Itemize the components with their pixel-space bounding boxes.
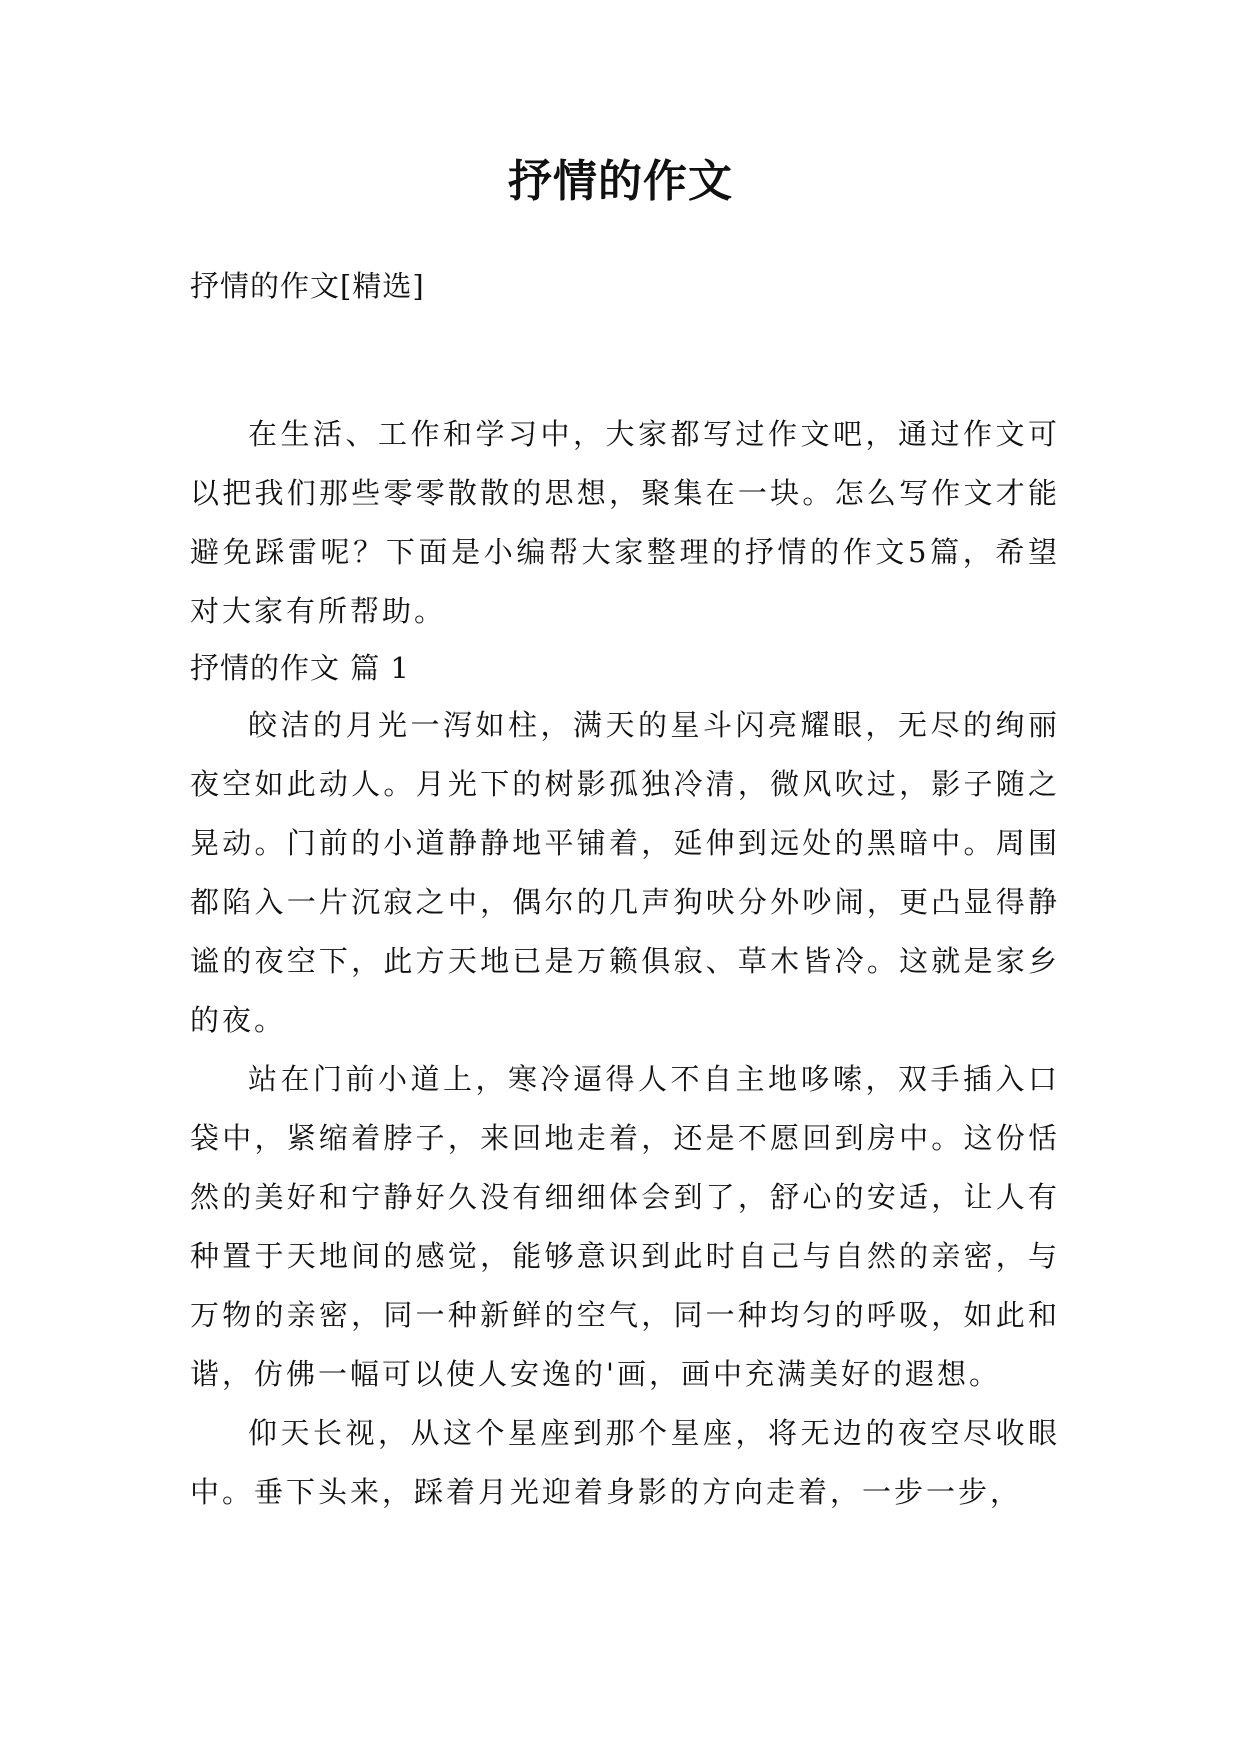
section-heading: 抒情的作文 篇 1: [190, 651, 410, 685]
body-paragraph-3: 仰天长视，从这个星座到那个星座，将无边的夜空尽收眼中。垂下头来，踩着月光迎着身影的方向走着，一步一步，: [190, 1416, 1060, 1509]
document-subtitle: 抒情的作文[精选]: [190, 269, 425, 303]
document-body: [190, 405, 1060, 1522]
document-title: 抒情的作文: [508, 156, 733, 207]
body-paragraph-2: 站在门前小道上，寒冷逼得人不自主地哆嗦，双手插入口袋中，紧缩着脖子，来回地走着，还是不愿回到房中。这份恬然的美好和宁静好久没有细细体会到了，舒心的安适，让人有种置于天地间的感觉，能够意识到此时自己与自然的亲密，与万物的亲密，同一种新鲜的空气，同一种均匀的呼吸，如此和谐，仿佛一幅可以使人安逸的'画，画中充满美好的遐想。: [190, 1062, 1060, 1391]
intro-paragraph: 在生活、工作和学习中，大家都写过作文吧，通过作文可以把我们那些零零散散的思想，聚集在一块。怎么写作文才能避免踩雷呢？下面是小编帮大家整理的抒情的作文5篇，希望对大家有所帮助。: [190, 417, 1060, 628]
body-paragraph-1: 皎洁的月光一泻如柱，满天的星斗闪亮耀眼，无尽的绚丽夜空如此动人。月光下的树影孤独冷清，微风吹过，影子随之晃动。门前的小道静静地平铺着，延伸到远处的黑暗中。周围都陷入一片沉寂之中，偶尔的几声狗吠分外吵闹，更凸显得静谧的夜空下，此方天地已是万籁俱寂、草木皆冷。这就是家乡的夜。: [190, 708, 1060, 1037]
